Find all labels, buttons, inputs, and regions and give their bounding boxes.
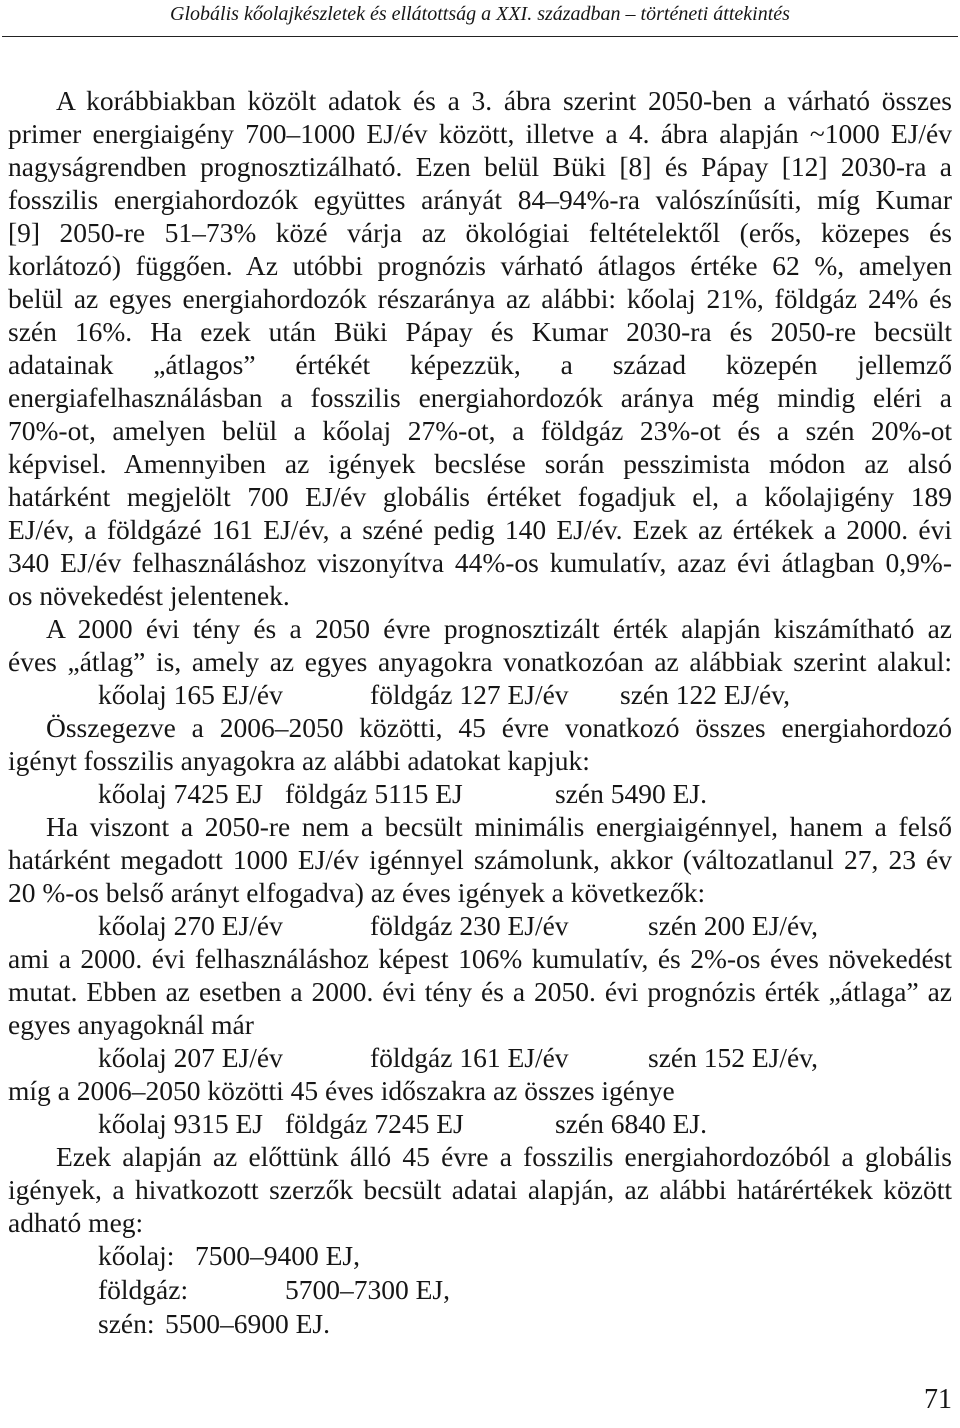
range-row <box>8 1239 952 1273</box>
paragraph-line: 340 EJ/év felhasználáshoz viszonyítva 44%-os kumulatív, azaz évi átlagban 0,9%- <box>8 547 952 578</box>
paragraph-line: EJ/év, a földgázé 161 EJ/év, a széné pedig 140 EJ/év. Ezek az értékek a 2000. évi <box>8 514 952 545</box>
body-text <box>8 84 952 1341</box>
paragraph-line: energiafelhasználásban a fosszilis energiahordozók aránya még mindig eléri a <box>8 382 952 413</box>
paragraph <box>8 612 952 711</box>
paragraph-line: Ha viszont a 2050-re nem a becsült minimális energiaigénnyel, hanem a felső <box>46 811 952 842</box>
paragraph-line: képvisel. Amennyiben az igények becslése során pesszimista módon az alsó <box>8 448 952 479</box>
range-row <box>8 1307 952 1341</box>
paragraph-line: éves „átlag” is, amely az egyes anyagokra vonatkozóan az alábbiak szerint alakul: <box>8 646 952 677</box>
paragraph <box>8 810 952 942</box>
coal-amount: szén 152 EJ/év, <box>648 1042 819 1073</box>
paragraph-line: szén 16%. Ha ezek után Büki Pápay és Kumar 2030-ra és 2050-re becsült <box>8 316 952 347</box>
running-header: Globális kőolajkészletek és ellátottság a XXI. században – történeti áttekintés <box>170 3 790 25</box>
paragraph-line: míg a 2006–2050 közötti 45 éves időszakra az összes igénye <box>8 1075 675 1106</box>
gas-amount: földgáz 161 EJ/év <box>370 1042 569 1073</box>
oil-amount: kőolaj 9315 EJ <box>98 1108 263 1139</box>
gas-amount: földgáz 127 EJ/év <box>370 679 569 710</box>
consumption-row <box>8 1041 952 1074</box>
paragraph <box>8 84 952 612</box>
range-label: szén: <box>98 1308 155 1339</box>
range-label: kőolaj: <box>98 1240 175 1271</box>
paragraph-line: os növekedést jelentenek. <box>8 580 290 611</box>
coal-amount: szén 5490 EJ. <box>555 778 707 809</box>
paragraph-line: A korábbiakban közölt adatok és a 3. ábra szerint 2050-ben a várható összes <box>56 85 952 116</box>
paragraph-line: mutat. Ebben az esetben a 2000. évi tény és a 2050. évi prognózis érték „átlaga” az <box>8 976 952 1007</box>
paragraph-line: belül az egyes energiahordozók részaránya az alábbi: kőolaj 21%, földgáz 24% és <box>8 283 952 314</box>
paragraph <box>8 711 952 810</box>
consumption-row <box>8 909 952 942</box>
paragraph-line: ami a 2000. évi felhasználáshoz képest 106% kumulatív, és 2%-os éves növekedést <box>8 943 952 974</box>
paragraph-line: Összegezve a 2006–2050 közötti, 45 évre vonatkozó összes energiahordozó <box>46 712 952 743</box>
range-row <box>8 1273 952 1307</box>
coal-amount: szén 6840 EJ. <box>555 1108 707 1139</box>
paragraph-line: igényt fosszilis anyagokra az alábbi adatokat kapjuk: <box>8 745 590 776</box>
gas-amount: földgáz 7245 EJ <box>285 1108 464 1139</box>
range-value: 5500–6900 EJ. <box>165 1308 330 1339</box>
oil-amount: kőolaj 207 EJ/év <box>98 1042 283 1073</box>
gas-amount: földgáz 230 EJ/év <box>370 910 569 941</box>
coal-amount: szén 200 EJ/év, <box>648 910 819 941</box>
paragraph-line: határként megjelölt 700 EJ/év globális értéket fogadjuk el, a kőolajigény 189 <box>8 481 952 512</box>
paragraph-line: adatainak „átlagos” értékét képezzük, a század közepén jellemző <box>8 349 952 380</box>
paragraph-line: korlátozó) függően. Az utóbbi prognózis várható átlagos értéke 62 %, amelyen <box>8 250 952 281</box>
paragraph-line: 20 %-os belső arányt elfogadva) az éves igények a következők: <box>8 877 706 908</box>
paragraph-line: A 2000 évi tény és a 2050 évre prognosztizált érték alapján kiszámítható az <box>46 613 952 644</box>
gas-amount: földgáz 5115 EJ <box>285 778 463 809</box>
paragraph-line: igények, a hivatkozott szerzők becsült adatai alapján, az alábbi határértékek között <box>8 1174 952 1205</box>
paragraph <box>8 1074 952 1140</box>
paragraph-line: határként megadott 1000 EJ/év igénnyel számolunk, akkor (változatlanul 27, 23 év <box>8 844 952 875</box>
range-label: földgáz: <box>98 1274 189 1305</box>
oil-amount: kőolaj 165 EJ/év <box>98 679 283 710</box>
paragraph-line: egyes anyagoknál már <box>8 1009 254 1040</box>
range-value: 7500–9400 EJ, <box>195 1240 360 1271</box>
paragraph-line: Ezek alapján az előttünk álló 45 évre a fosszilis energiahordozóból a globális <box>56 1141 952 1172</box>
oil-amount: kőolaj 7425 EJ <box>98 778 263 809</box>
paragraph <box>8 1140 952 1341</box>
range-value: 5700–7300 EJ, <box>285 1274 450 1305</box>
consumption-row <box>8 678 952 711</box>
paragraph-line: primer energiaigény 700–1000 EJ/év között, illetve a 4. ábra alapján ~1000 EJ/év <box>8 118 952 149</box>
oil-amount: kőolaj 270 EJ/év <box>98 910 283 941</box>
coal-amount: szén 122 EJ/év, <box>620 679 791 710</box>
paragraph <box>8 942 952 1074</box>
paragraph-line: adható meg: <box>8 1207 144 1238</box>
consumption-row <box>8 777 952 810</box>
page-number: 71 <box>924 1384 952 1415</box>
paragraph-line: fosszilis energiahordozók együttes arányát 84–94%-ra valószínűsíti, míg Kumar <box>8 184 952 215</box>
paragraph-line: nagyságrendben prognosztizálható. Ezen belül Büki [8] és Pápay [12] 2030-ra a <box>8 151 952 182</box>
consumption-row <box>8 1107 952 1140</box>
header-rule <box>2 36 958 37</box>
paragraph-line: 70%-ot, amelyen belül a kőolaj 27%-ot, a földgáz 23%-ot és a szén 20%-ot <box>8 415 952 446</box>
paragraph-line: [9] 2050-re 51–73% közé várja az ökológiai feltételektől (erős, közepes és <box>8 217 952 248</box>
